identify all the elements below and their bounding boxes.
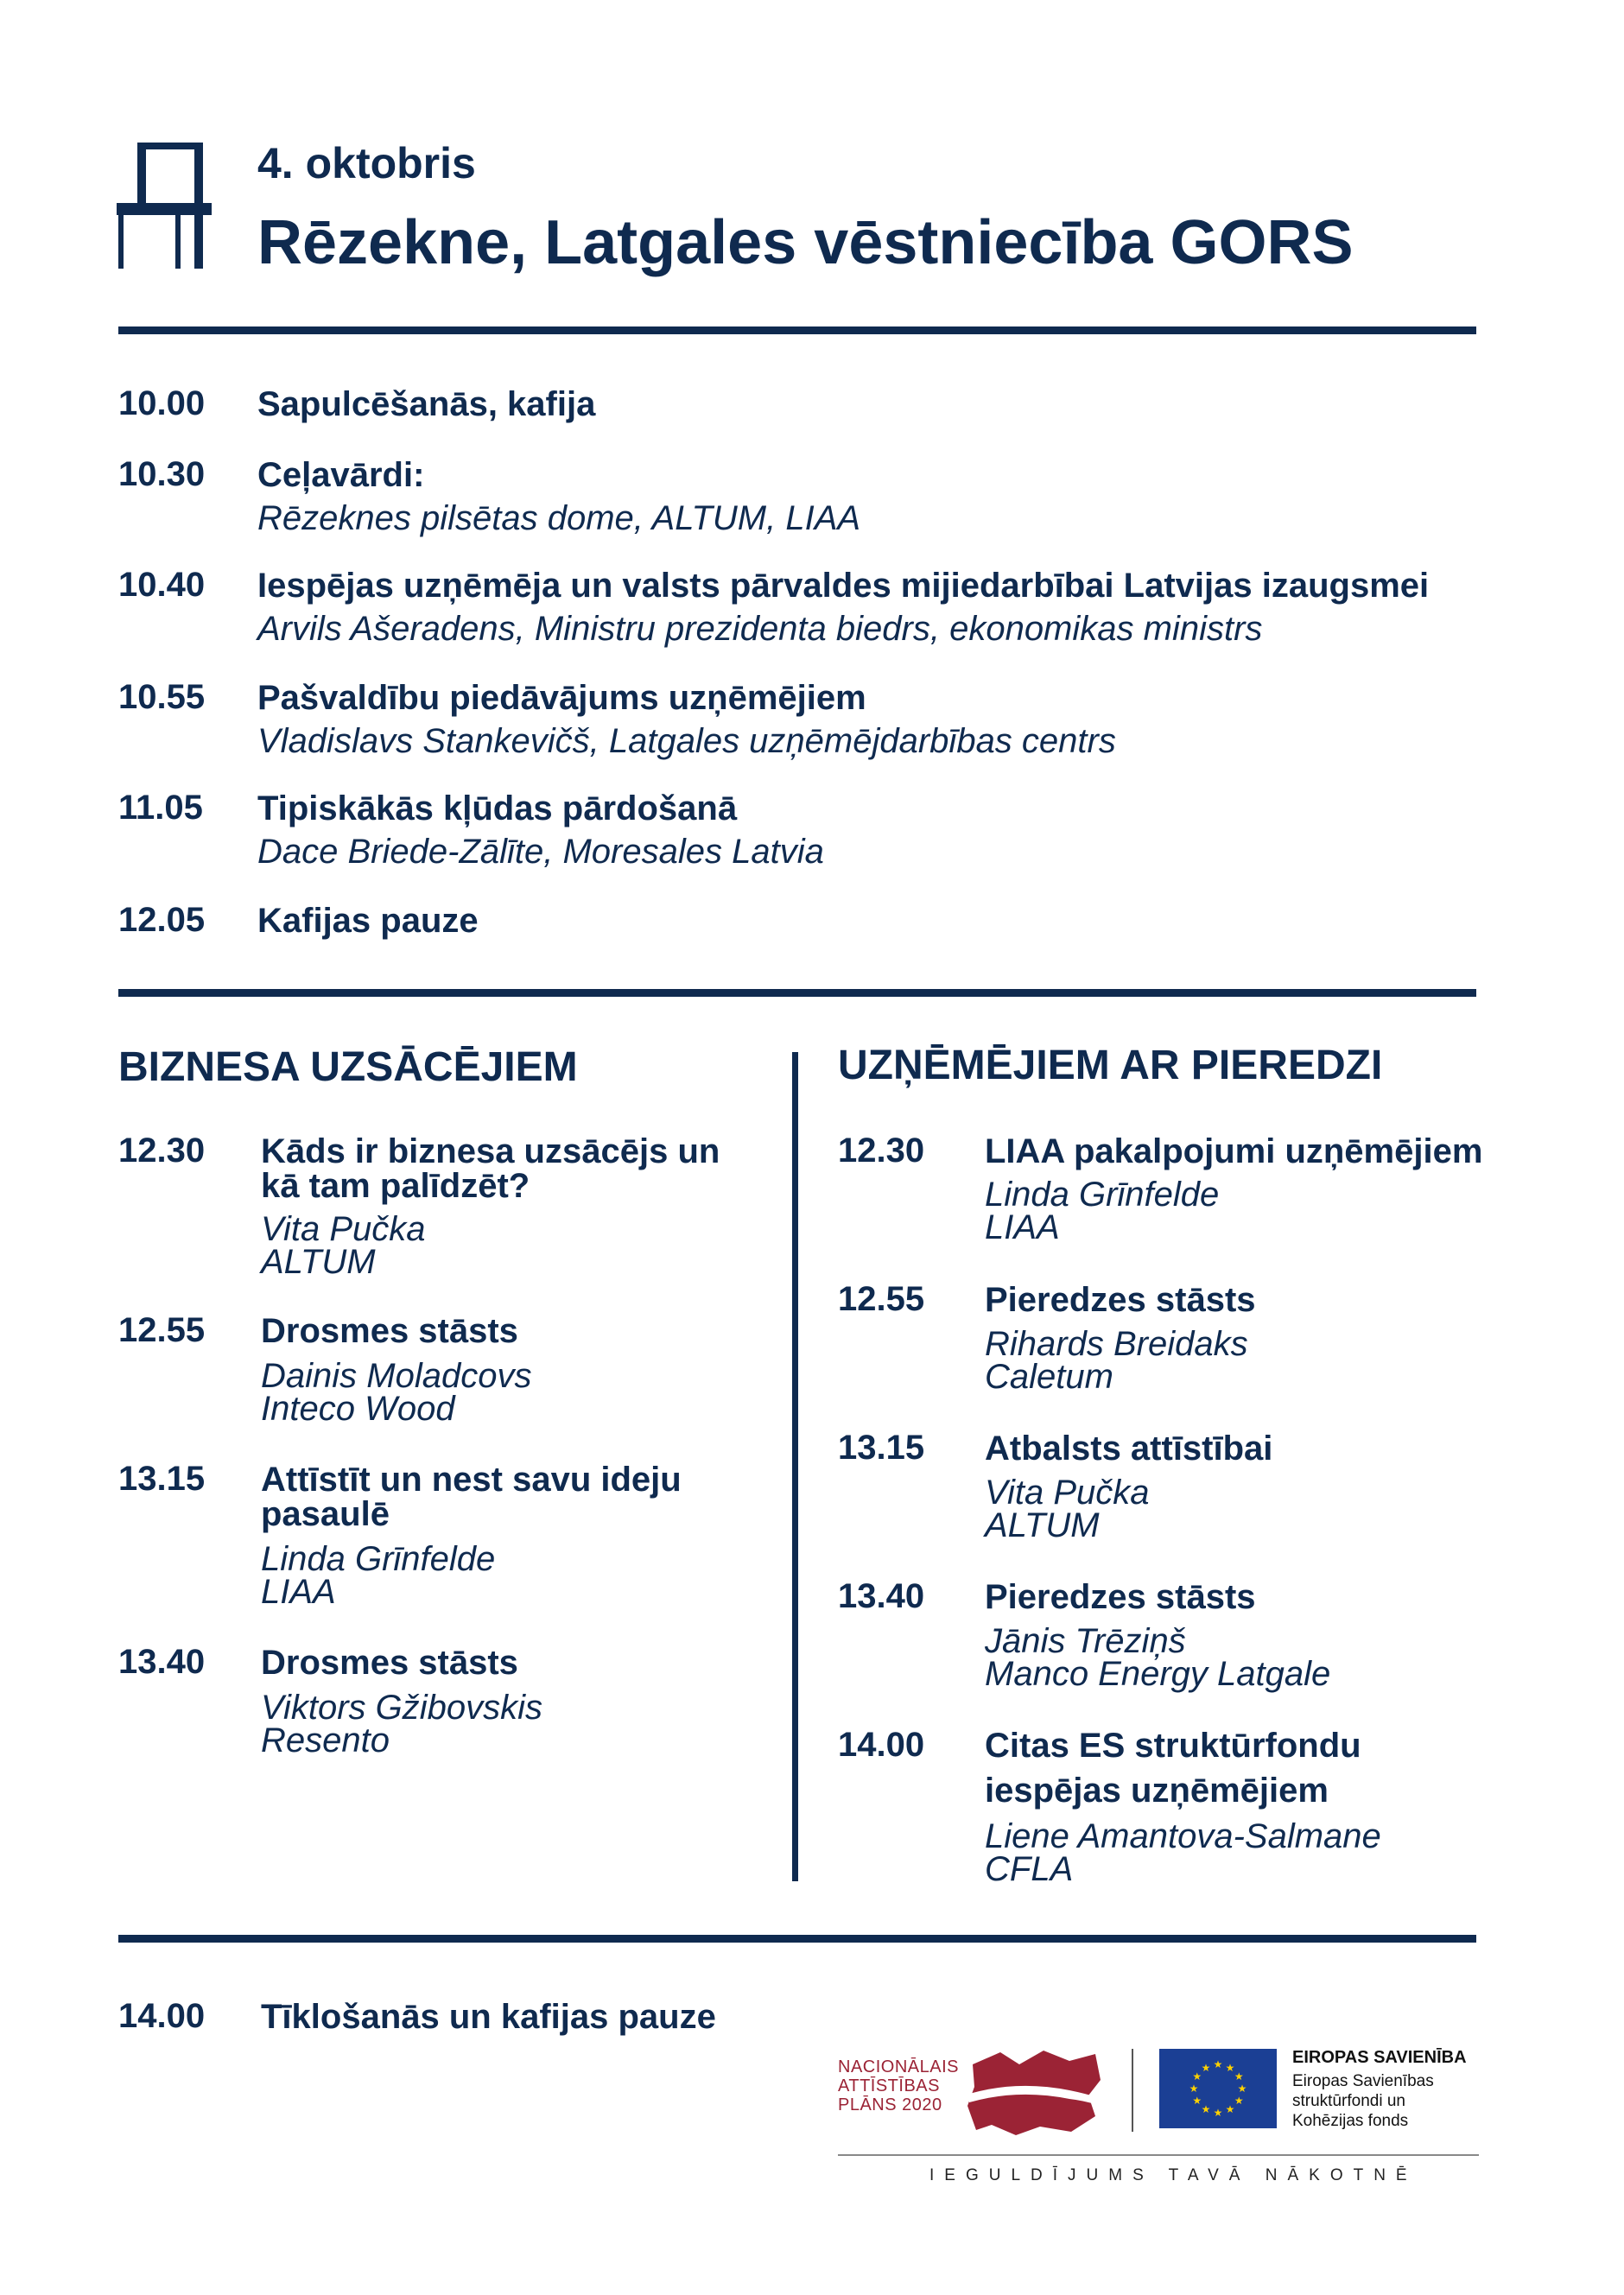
agenda-title: Tipiskākās kļūdas pārdošanā [257,789,738,827]
session-title: iespējas uzņēmējiem [985,1772,1329,1810]
session-organization: LIAA [985,1208,1060,1246]
eu-subtitle: Eiropas Savienības struktūrfondi un Kohēzijas fonds [1292,2072,1434,2130]
slogan: IEGULDĪJUMS TAVĀ NĀKOTNĒ [929,2166,1418,2184]
eu-star-icon: ★ [1192,2095,1202,2107]
eu-star-icon: ★ [1234,2095,1244,2107]
session-organization: CFLA [985,1850,1074,1888]
agenda-speaker: Arvils Ašeradens, Ministru prezidenta biedrs, ekonomikas ministrs [257,610,1263,648]
left-column-title: BIZNESA UZSĀCĒJIEM [118,1044,578,1090]
agenda-time: 10.30 [118,455,206,493]
agenda-speaker: Dace Briede-Zālīte, Moresales Latvia [257,833,824,871]
session-speaker: Dainis Moladcovs [261,1357,532,1395]
closing-time: 14.00 [118,1997,206,2035]
nap-logo-text: NACIONĀLAIS ATTĪSTĪBAS PLĀNS 2020 [838,2057,959,2114]
session-title: Drosmes stāsts [261,1312,518,1350]
eu-flag-icon [1159,2049,1277,2128]
eu-star-icon: ★ [1213,2107,1223,2119]
session-title: Drosmes stāsts [261,1644,518,1682]
eu-star-icon: ★ [1237,2083,1247,2095]
session-title: Pieredzes stāsts [985,1578,1256,1616]
agenda-title: Kafijas pauze [257,902,479,940]
session-time: 13.15 [838,1429,925,1467]
divider [118,989,1476,997]
session-title: Atbalsts attīstībai [985,1430,1273,1468]
eu-star-icon: ★ [1201,2103,1211,2116]
session-speaker: Liene Amantova-Salmane [985,1817,1381,1855]
agenda-time: 10.55 [118,678,206,716]
session-organization: Manco Energy Latgale [985,1655,1331,1693]
session-title: Citas ES struktūrfondu [985,1727,1361,1765]
session-title: kā tam palīdzēt? [261,1167,530,1205]
session-speaker: Viktors Gžibovskis [261,1689,543,1727]
session-organization: Inteco Wood [261,1390,455,1428]
latvia-map-icon [966,2045,1104,2139]
logo-separator [1132,2049,1133,2132]
column-divider [792,1052,798,1881]
session-organization: ALTUM [261,1243,376,1281]
footer-divider [838,2154,1479,2156]
session-speaker: Vita Pučka [261,1210,426,1248]
agenda-title: Iespējas uzņēmēja un valsts pārvaldes mijiedarbībai Latvijas izaugsmei [257,567,1430,605]
session-speaker: Jānis Trēziņš [985,1622,1186,1660]
session-title: LIAA pakalpojumi uzņēmējiem [985,1132,1483,1170]
eu-star-icon: ★ [1201,2061,1211,2074]
eu-star-icon: ★ [1189,2083,1199,2095]
agenda-time: 10.40 [118,566,206,604]
eu-star-icon: ★ [1234,2070,1244,2083]
right-column-title: UZŅĒMĒJIEM AR PIEREDZI [838,1043,1383,1088]
session-title: Attīstīt un nest savu ideju [261,1461,682,1499]
session-speaker: Linda Grīnfelde [985,1176,1220,1214]
chair-icon [117,143,212,270]
agenda-title: Pašvaldību piedāvājums uzņēmējiem [257,679,866,717]
session-title: Pieredzes stāsts [985,1281,1256,1319]
session-organization: Resento [261,1721,390,1759]
session-speaker: Linda Grīnfelde [261,1540,496,1578]
session-speaker: Vita Pučka [985,1474,1150,1512]
agenda-time: 10.00 [118,384,206,422]
session-time: 14.00 [838,1726,925,1764]
divider [118,326,1476,334]
agenda-speaker: Vladislavs Stankevičš, Latgales uzņēmējdarbības centrs [257,722,1116,760]
agenda-time: 11.05 [118,789,203,827]
agenda-title: Sapulcēšanās, kafija [257,385,596,423]
event-venue: Rēzekne, Latgales vēstniecība GORS [257,208,1354,277]
session-organization: Caletum [985,1358,1113,1396]
closing-title: Tīklošanās un kafijas pauze [261,1998,716,2036]
eu-star-icon: ★ [1225,2103,1235,2116]
eu-title: EIROPAS SAVIENĪBA [1292,2048,1467,2067]
eu-star-icon: ★ [1225,2061,1235,2074]
session-time: 13.40 [838,1577,925,1615]
session-speaker: Rihards Breidaks [985,1325,1248,1363]
session-time: 13.15 [118,1460,206,1498]
session-time: 12.55 [838,1280,925,1318]
session-organization: ALTUM [985,1506,1100,1544]
agenda-speaker: Rēzeknes pilsētas dome, ALTUM, LIAA [257,499,861,537]
agenda-time: 12.05 [118,901,206,939]
eu-star-icon: ★ [1192,2070,1202,2083]
session-title: pasaulē [261,1495,390,1533]
divider [118,1935,1476,1943]
agenda-title: Ceļavārdi: [257,456,425,494]
session-title: Kāds ir biznesa uzsācējs un [261,1132,720,1170]
event-date: 4. oktobris [257,139,476,187]
session-organization: LIAA [261,1573,336,1611]
session-time: 12.55 [118,1311,206,1349]
session-time: 12.30 [118,1132,206,1170]
session-time: 13.40 [118,1643,206,1681]
session-time: 12.30 [838,1132,925,1170]
eu-star-icon: ★ [1213,2058,1223,2070]
